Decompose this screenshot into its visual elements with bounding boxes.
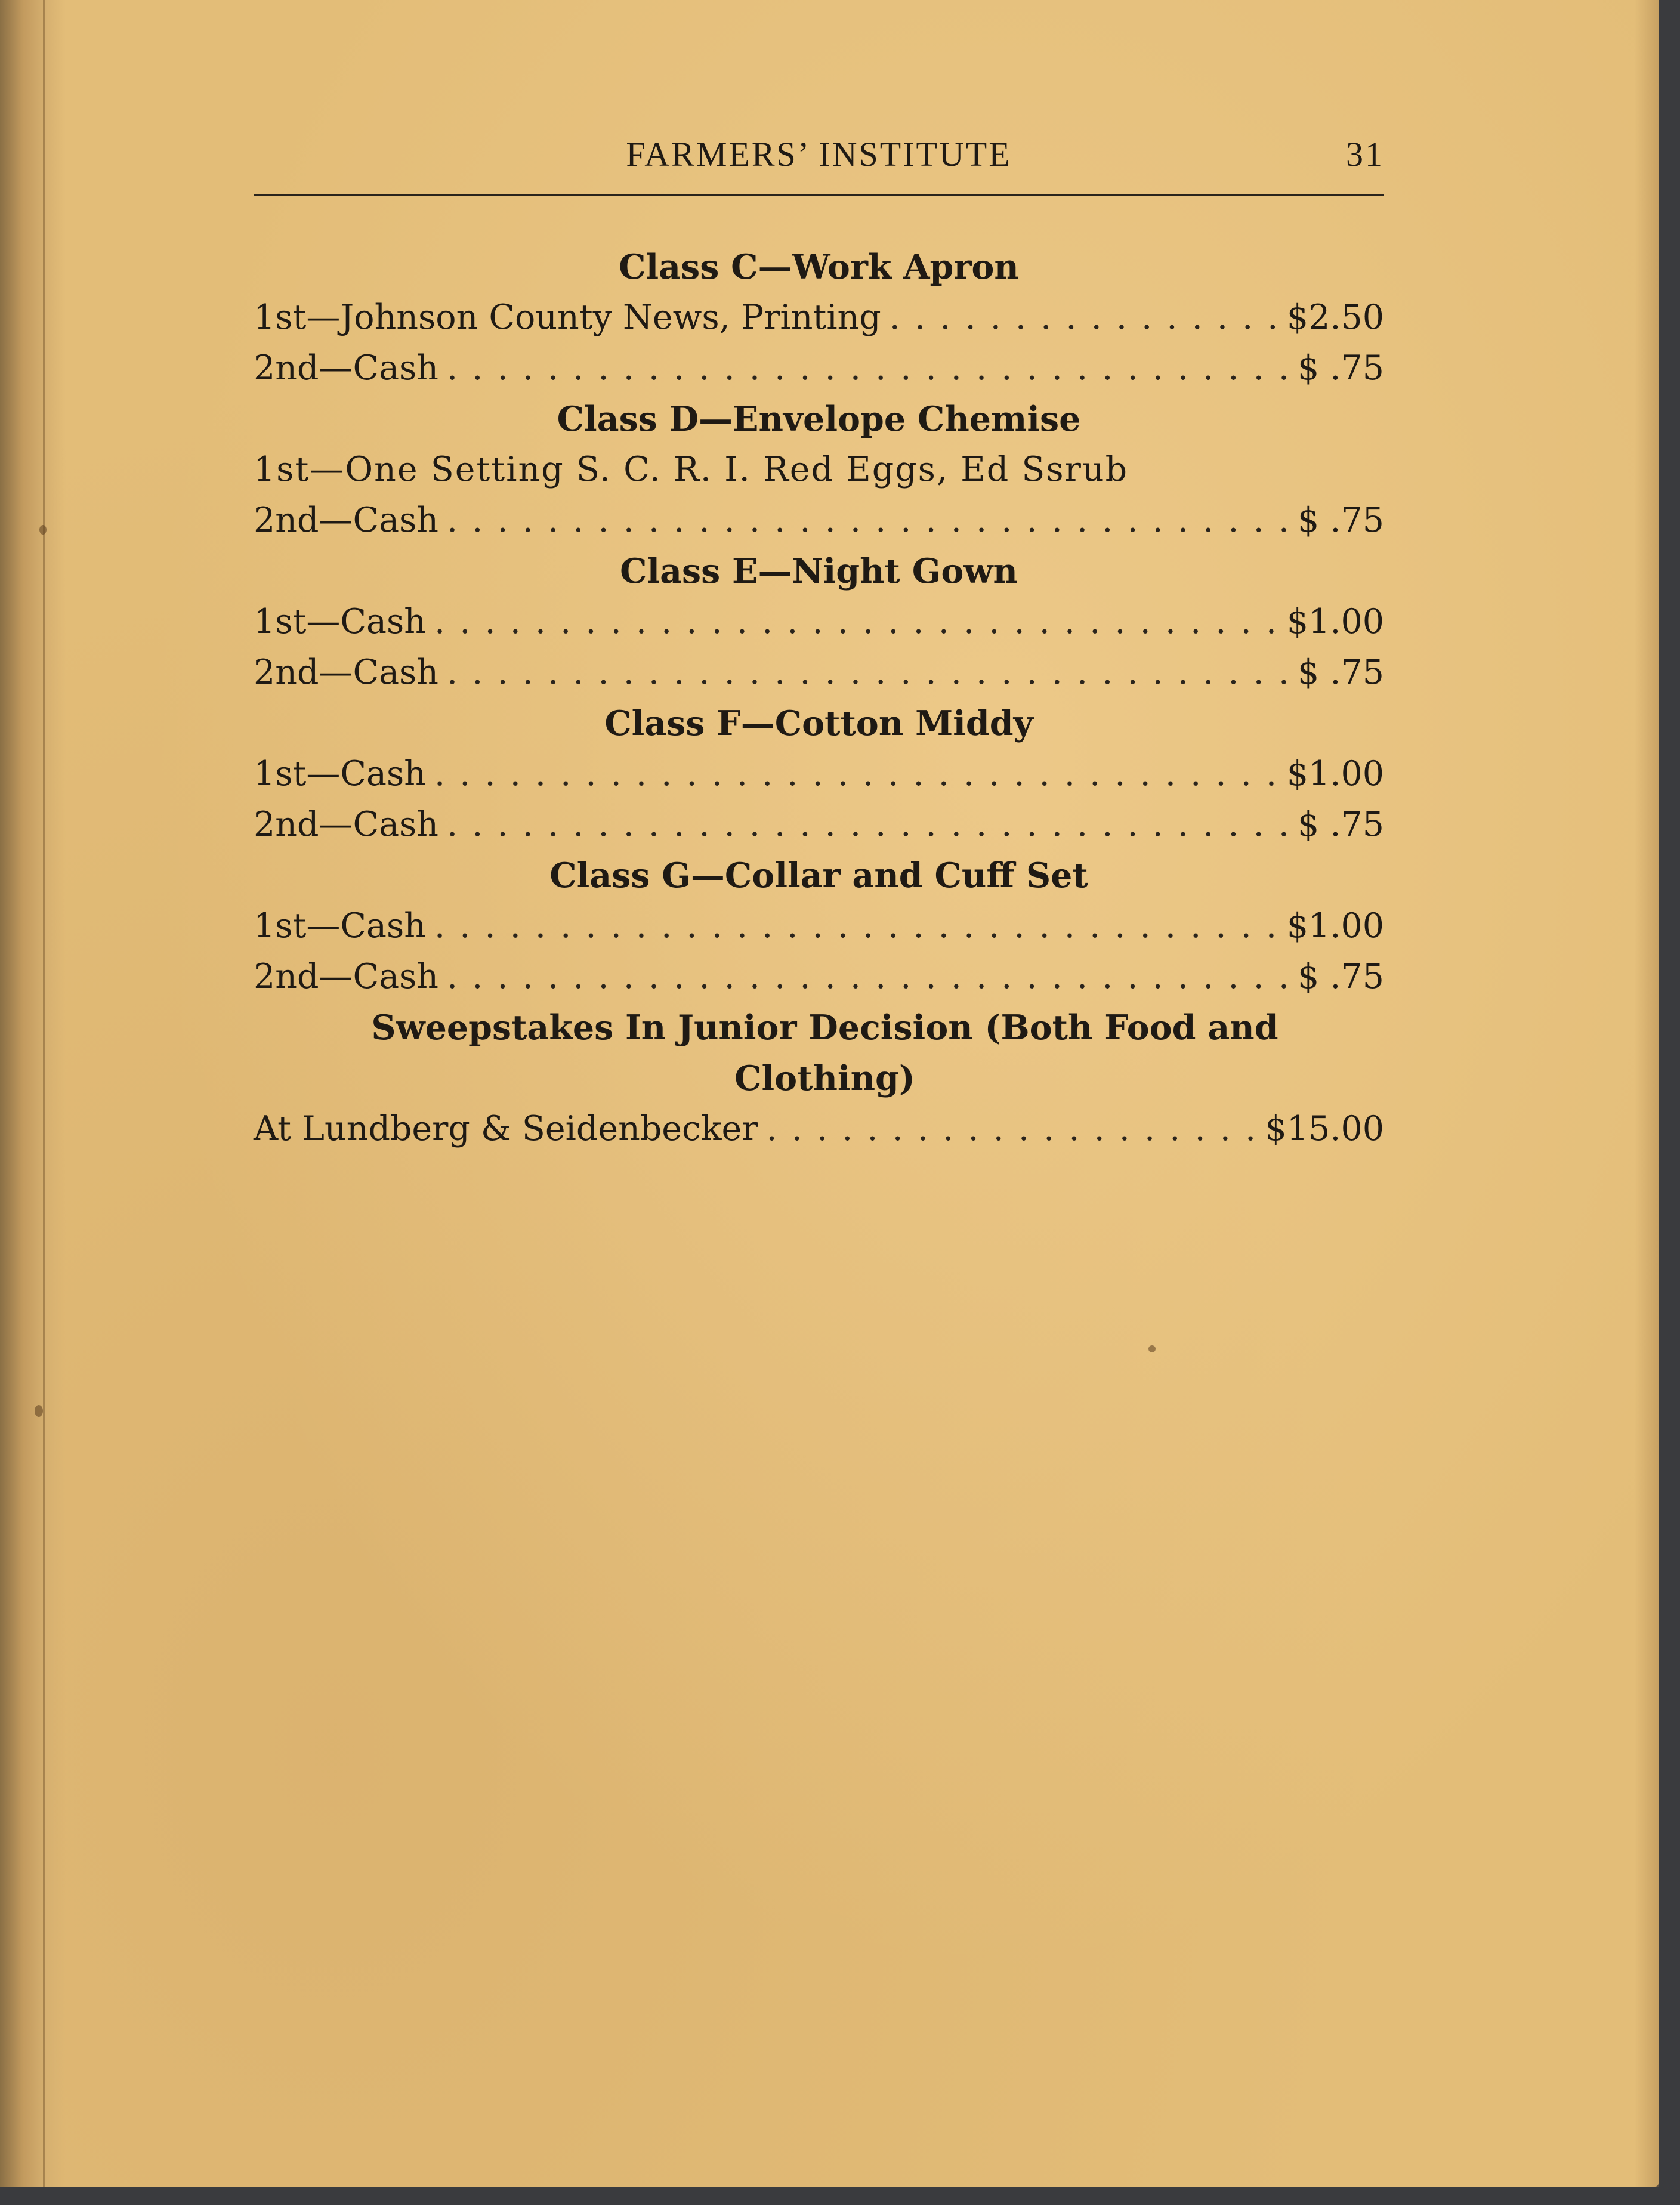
prize-label: 1st—One Setting S. C. R. I. Red Eggs, Ed Ssrub (254, 450, 1129, 489)
prize-label: 1st—Cash (254, 906, 426, 946)
section-heading: Sweepstakes In Junior Decision (Both Food and Clothing) (371, 1008, 1278, 1098)
section-heading: Class G—Collar and Cuff Set (549, 856, 1088, 895)
prize-amount: $1.00 (1286, 754, 1384, 793)
prize-entry (254, 597, 1384, 647)
prize-amount: $1.00 (1286, 602, 1384, 641)
prize-entry (254, 799, 1384, 850)
page-number: 31 (1346, 135, 1384, 174)
prize-entry (254, 444, 1384, 495)
prize-amount: $1.00 (1286, 906, 1384, 946)
binding-gutter (0, 0, 66, 2187)
prize-amount: $ .75 (1297, 805, 1384, 844)
prize-entry (254, 901, 1384, 952)
prize-entry (254, 952, 1384, 1002)
prize-label: 2nd—Cash (254, 653, 439, 692)
prize-label: 1st—Johnson County News, Printing (254, 298, 881, 337)
prize-entry (254, 1104, 1384, 1154)
prize-label: 2nd—Cash (254, 957, 439, 996)
paper-spot (35, 1405, 43, 1417)
dot-leader (447, 495, 1294, 546)
prize-label: 2nd—Cash (254, 348, 439, 388)
dot-leader (447, 647, 1294, 698)
dot-leader (447, 799, 1294, 850)
page-edge-shadow (1635, 0, 1659, 2187)
prize-entry (254, 495, 1384, 546)
prize-amount: $ .75 (1297, 501, 1384, 540)
dot-leader (890, 292, 1283, 343)
dot-leader (434, 901, 1283, 952)
dot-leader (434, 597, 1283, 647)
prize-label: 1st—Cash (254, 754, 426, 793)
dot-leader (434, 749, 1283, 799)
prize-label: 2nd—Cash (254, 805, 439, 844)
prize-label: At Lundberg & Seidenbecker (254, 1109, 758, 1148)
prize-amount: $15.00 (1265, 1109, 1384, 1148)
paper-spot (39, 525, 47, 535)
prize-list (254, 242, 1384, 1154)
section-heading: Class D—Envelope Chemise (557, 399, 1081, 439)
prize-entry (254, 749, 1384, 799)
prize-entry (254, 343, 1384, 394)
prize-entry (254, 292, 1384, 343)
dot-leader (447, 343, 1294, 394)
prize-amount: $ .75 (1297, 957, 1384, 996)
section-heading: Class E—Night Gown (620, 551, 1018, 591)
header-rule (254, 194, 1384, 196)
dot-leader (447, 952, 1294, 1002)
section-heading: Class F—Cotton Middy (604, 703, 1033, 743)
paper-spot (1148, 1345, 1156, 1352)
section-heading: Class C—Work Apron (619, 247, 1019, 287)
prize-label: 2nd—Cash (254, 501, 439, 540)
prize-entry (254, 647, 1384, 698)
prize-label: 1st—Cash (254, 602, 426, 641)
binding-crease (43, 0, 45, 2187)
running-header (254, 134, 1384, 176)
dot-leader (766, 1104, 1261, 1154)
running-title: FARMERS’ INSTITUTE (626, 135, 1012, 174)
prize-amount: $ .75 (1297, 653, 1384, 692)
prize-amount: $2.50 (1286, 298, 1384, 337)
prize-amount: $ .75 (1297, 348, 1384, 388)
